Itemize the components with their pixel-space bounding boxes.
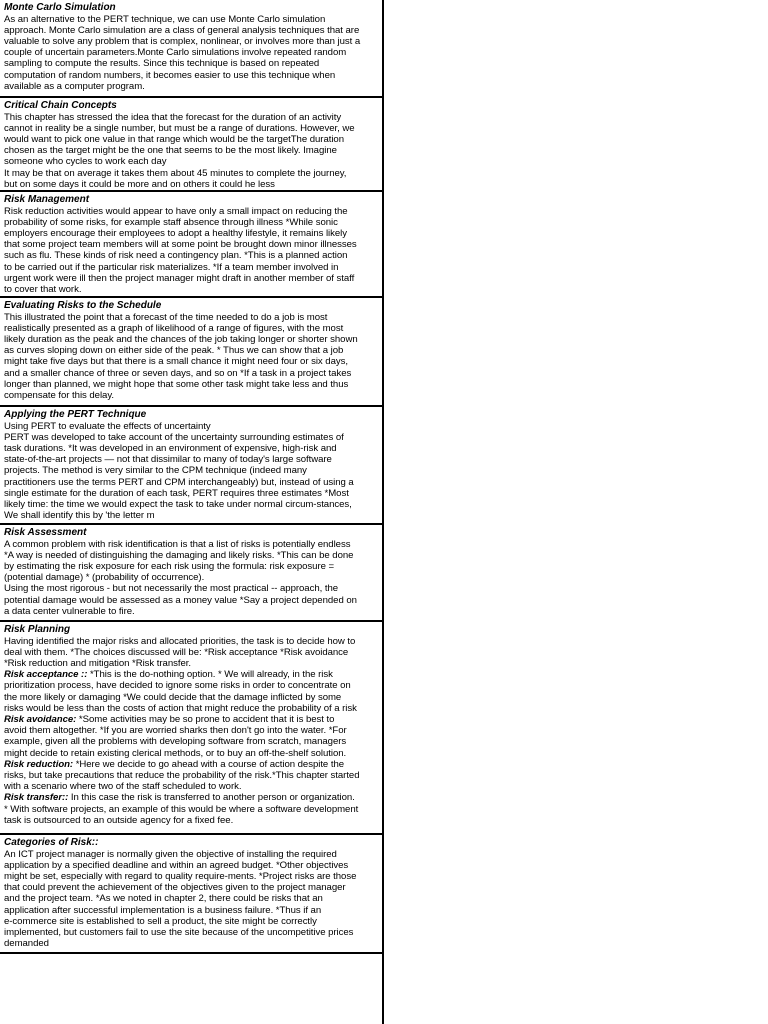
text-line: might be set, especially with regard to quality require-ments. *Project risks are those [4,870,357,882]
text-line: and a smaller chance of three or seven days, and so on *If a task in a project takes [4,367,352,379]
text-line: practitioners use the terms PERT and CPM interchangeably) but, instead of using a [4,476,354,488]
text-line: that some project team members will at some point be brought down minor illnesses [4,239,357,251]
text-line: PERT was developed to take account of the uncertainty surrounding estimates of [4,431,344,443]
text-line: would want to pick one value in that range which would be the targetThe duration [4,133,344,145]
text-line: might decide to retain existing clerical methods, or to buy an off-the-shelf solution. [4,747,347,759]
text-line: with a scenario where two of the staff scheduled to work. [4,781,242,793]
text-line: example, given all the problems with developing software from scratch, managers [4,736,347,748]
section-title: Applying the PERT Technique [4,409,147,420]
text-line: As an alternative to the PERT technique, we can use Monte Carlo simulation [4,13,326,25]
risk-acceptance-text: *This is the do-nothing option. * We will already, in the risk [87,669,333,681]
section-risk-planning [0,622,382,835]
risk-avoidance-line [4,714,378,725]
text-line: state-of-the-art projects — not that dissimilar to many of today's large software [4,454,332,466]
text-line: as curves sloping down on either side of the peak. * Thus we can show that a job [4,345,344,357]
text-line: Risk reduction activities would appear to have only a small impact on reducing the [4,205,348,217]
text-line: risks would be less than the costs of action that might reduce the probability of a risk [4,702,357,714]
risk-reduction-label: Risk reduction: [4,758,74,770]
text-line: Having identified the major risks and allocated priorities, the task is to decide how to [4,635,356,647]
risk-reduction-line [4,759,378,770]
text-line: but on some days it could be more and on others it could he less [4,178,275,190]
text-line: probability of some risks, for example staff absence through illness *While sonic [4,216,338,228]
section-title: Risk Assessment [4,527,87,538]
text-line: chosen as the target might be the one that seems to be the most likely. Imagine [4,145,337,157]
risk-reduction-text: *Here we decide to go ahead with a course of action despite the [73,758,345,770]
section-categories-of-risk [0,835,382,954]
risk-avoidance-text: *Some activities may be so prone to accident that it is best to [76,713,335,725]
text-line: risks, but take precautions that reduce the probability of the risk.*This chapter started [4,769,360,781]
risk-transfer-line [4,792,378,803]
text-line: This illustrated the point that a forecast of the time needed to do a job is most [4,311,328,323]
text-line: single estimate for the duration of each task, PERT requires three estimates *Most [4,487,349,499]
section-risk-management [0,192,382,298]
risk-acceptance-label: Risk acceptance :: [4,669,88,681]
text-line: valuable to solve any problem that is complex, nonlinear, or involves more than just a [4,35,361,47]
text-line: An ICT project manager is normally given the objective of installing the required [4,848,337,860]
text-line: implemented, but customers fail to use the site because of the uncompetitive prices [4,926,354,938]
text-line: *Risk reduction and mitigation *Risk transfer. [4,657,191,669]
text-line: the more likely or damaging *We could decide that the damage inflicted by some [4,691,342,703]
text-line: projects. The method is very similar to the CPM technique (indeed many [4,465,307,477]
section-title: Critical Chain Concepts [4,100,117,111]
text-line: e-commerce site is established to sell a product, the site might be correctly [4,915,317,927]
text-line: demanded [4,938,49,950]
text-line: longer than planned, we might hope that some other task might take less and thus [4,378,349,390]
text-line: potential damage would be assessed as a money value *Say a project depended on [4,594,357,606]
text-line: to be carried out if the particular risk materializes. *If a team member involved in [4,261,339,273]
section-title: Categories of Risk:: [4,837,99,848]
text-line: compensate for this delay. [4,389,114,401]
text-line: urgent work were ill then the project manager might draft in another member of staff [4,272,355,284]
text-line: realistically presented as a graph of likelihood of a range of figures, with the most [4,322,344,334]
section-title: Risk Planning [4,624,71,635]
section-title: Risk Management [4,194,90,205]
text-line: a data center vulnerable to fire. [4,605,135,617]
risk-transfer-label: Risk transfer:: [4,792,69,804]
section-critical-chain [0,98,382,192]
text-line: application by a specified deadline and within an agreed budget. *Other objectives [4,859,349,871]
text-line: avoid them altogether. *If you are worried sharks then don't go into the water. *For [4,725,347,737]
text-line: such as flu. These kinds of risk need a contingency plan. *This is a planned action [4,250,348,262]
text-line: someone who cycles to work each day [4,156,167,168]
text-line: application after successful implementation is a business failure. *Thus if an [4,904,322,916]
section-pert-technique [0,407,382,525]
text-line: available as a computer program. [4,80,145,92]
section-title: Evaluating Risks to the Schedule [4,300,162,311]
text-line: prioritization process, have decided to ignore some risks in order to concentrate on [4,680,351,692]
section-evaluating-risks [0,298,382,407]
text-line: task durations. *It was developed in an environment of expensive, high-risk and [4,442,337,454]
risk-transfer-text: In this case the risk is transferred to another person or organization. [68,792,355,804]
text-line: deal with them. *The choices discussed will be: *Risk acceptance *Risk avoidance [4,646,349,658]
risk-avoidance-label: Risk avoidance: [4,713,77,725]
text-line: task is outsourced to an outside agency for a fixed fee. [4,814,234,826]
text-line: and the project team. *As we noted in chapter 2, there could be risks that an [4,893,323,905]
text-line: We shall identify this by 'the letter m [4,510,155,522]
text-line: likely time: the time we would expect the task to take under normal circum-stances, [4,498,352,510]
text-line: approach. Monte Carlo simulation are a class of general analysis techniques that are [4,24,360,36]
text-line: sampling to compute the results. Since this technique is based on repeated [4,58,320,70]
section-title: Monte Carlo Simulation [4,2,116,13]
section-risk-assessment [0,525,382,622]
text-line: that could prevent the achievement of the objectives given to the project manager [4,882,346,894]
text-line: cannot in reality be a single number, but must be a range of durations. However, we [4,122,355,134]
text-line: computation of random numbers, it becomes easier to use this technique when [4,69,336,81]
risk-acceptance-line [4,669,378,680]
text-line: likely duration as the peak and the chances of the job taking longer or shorter shown [4,333,358,345]
text-line: might take five days but that there is a small chance it might need four or six days, [4,356,348,368]
text-line: by estimating the risk exposure for each risk using the formula: risk exposure = [4,560,335,572]
text-line: * With software projects, an example of this would be where a software development [4,803,359,815]
text-line: employers encourage their employees to adopt a healthy lifestyle, it remains likely [4,227,348,239]
text-line: to cover that work. [4,283,82,295]
text-line: It may be that on average it takes them about 45 minutes to complete the journey, [4,167,347,179]
text-line: *A way is needed of distinguishing the damaging and likely risks. *This can be done [4,549,354,561]
section-monte-carlo [0,0,382,98]
text-line: A common problem with risk identification is that a list of risks is potentially endless [4,538,351,550]
text-line: (potential damage) * (probability of occurrence). [4,572,205,584]
text-line: Using the most rigorous - but not necessarily the most practical -- approach, the [4,583,339,595]
text-line: Using PERT to evaluate the effects of uncertainty [4,420,211,432]
text-line: couple of uncertain parameters.Monte Carlo simulations involve repeated random [4,47,347,59]
text-line: This chapter has stressed the idea that the forecast for the duration of an activity [4,111,342,123]
